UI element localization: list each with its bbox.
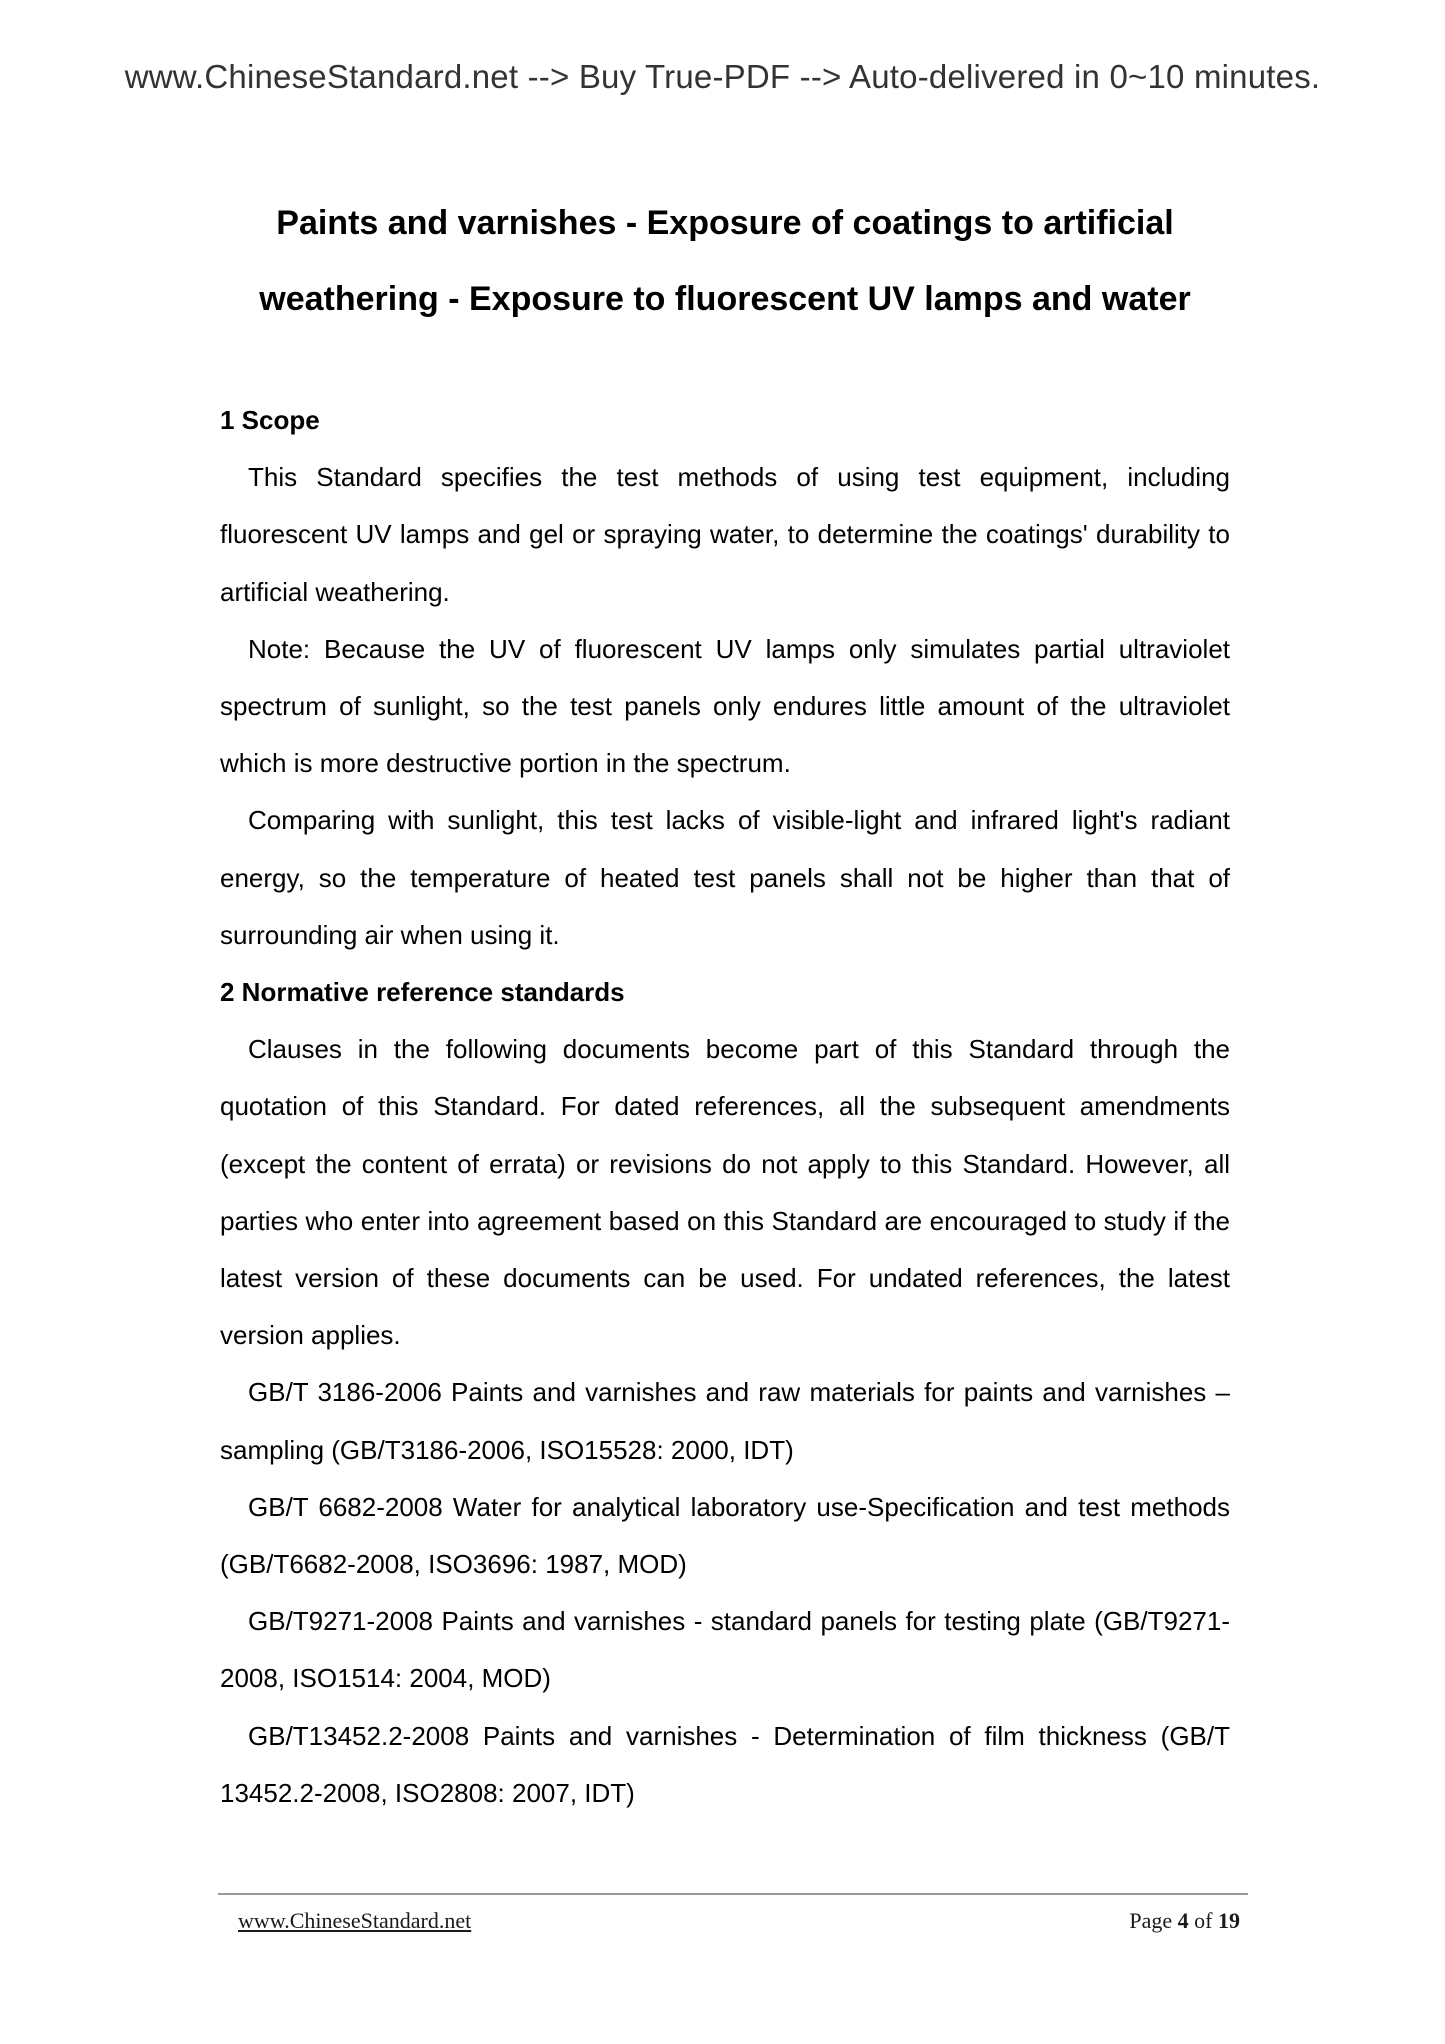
- page-of: of: [1194, 1908, 1213, 1933]
- paragraph: Comparing with sunlight, this test lacks of visible-light and infrared light's radiant energy, so the temperature of heated test panels shall not be higher than that of surrounding air when using it.: [220, 805, 1230, 950]
- section-scope: [220, 392, 1230, 964]
- section-heading-normative-references: 2 Normative reference standards: [220, 977, 625, 1008]
- section-normative-references: [220, 964, 1230, 1822]
- page-total: 19: [1218, 1908, 1240, 1933]
- document-body: [220, 392, 1230, 1822]
- page-current: 4: [1177, 1908, 1189, 1933]
- reference-item: GB/T 3186-2006 Paints and varnishes and raw materials for paints and varnishes – sampling (GB/T3186-2006, ISO15528: 2000, IDT): [220, 1377, 1230, 1465]
- top-banner: www.ChineseStandard.net --> Buy True-PDF --> Auto-delivered in 0~10 minutes.: [124, 58, 1321, 95]
- note-paragraph: Note: Because the UV of fluorescent UV lamps only simulates partial ultraviolet spectrum of sunlight, so the test panels only endures little amount of the ultraviolet which is more destructive portion in the spectrum.: [220, 633, 1230, 779]
- page-number: [1129, 1908, 1240, 1934]
- reference-item: GB/T13452.2-2008 Paints and varnishes - Determination of film thickness (GB/T 13452.2-2008, ISO2808: 2007, IDT): [220, 1720, 1230, 1808]
- title-line-2: weathering - Exposure to fluorescent UV lamps and water: [259, 280, 1191, 318]
- page-prefix: Page: [1129, 1908, 1173, 1933]
- paragraph: Clauses in the following documents become part of this Standard through the quotation of this Standard. For dated references, all the subsequent amendments (except the content of errata) or revisions do not apply to this Standard. However, all parties who enter into agreement based on this Standard are encouraged to study if the latest version of these documents can be used. For undated references, the latest version applies.: [220, 1034, 1230, 1351]
- section-heading-scope: 1 Scope: [220, 405, 320, 435]
- title-line-1: Paints and varnishes - Exposure of coatings to artificial: [276, 204, 1174, 242]
- footer-divider: [218, 1893, 1248, 1895]
- reference-item: GB/T 6682-2008 Water for analytical laboratory use-Specification and test methods (GB/T6682-2008, ISO3696: 1987, MOD): [220, 1491, 1230, 1580]
- reference-item: GB/T9271-2008 Paints and varnishes - standard panels for testing plate (GB/T9271-2008, ISO1514: 2004, MOD): [220, 1606, 1230, 1694]
- footer-website-link[interactable]: www.ChineseStandard.net: [238, 1908, 472, 1933]
- paragraph: This Standard specifies the test methods of using test equipment, including fluorescent UV lamps and gel or spraying water, to determine the coatings' durability to artificial weathering.: [220, 462, 1230, 607]
- document-title: [220, 185, 1230, 337]
